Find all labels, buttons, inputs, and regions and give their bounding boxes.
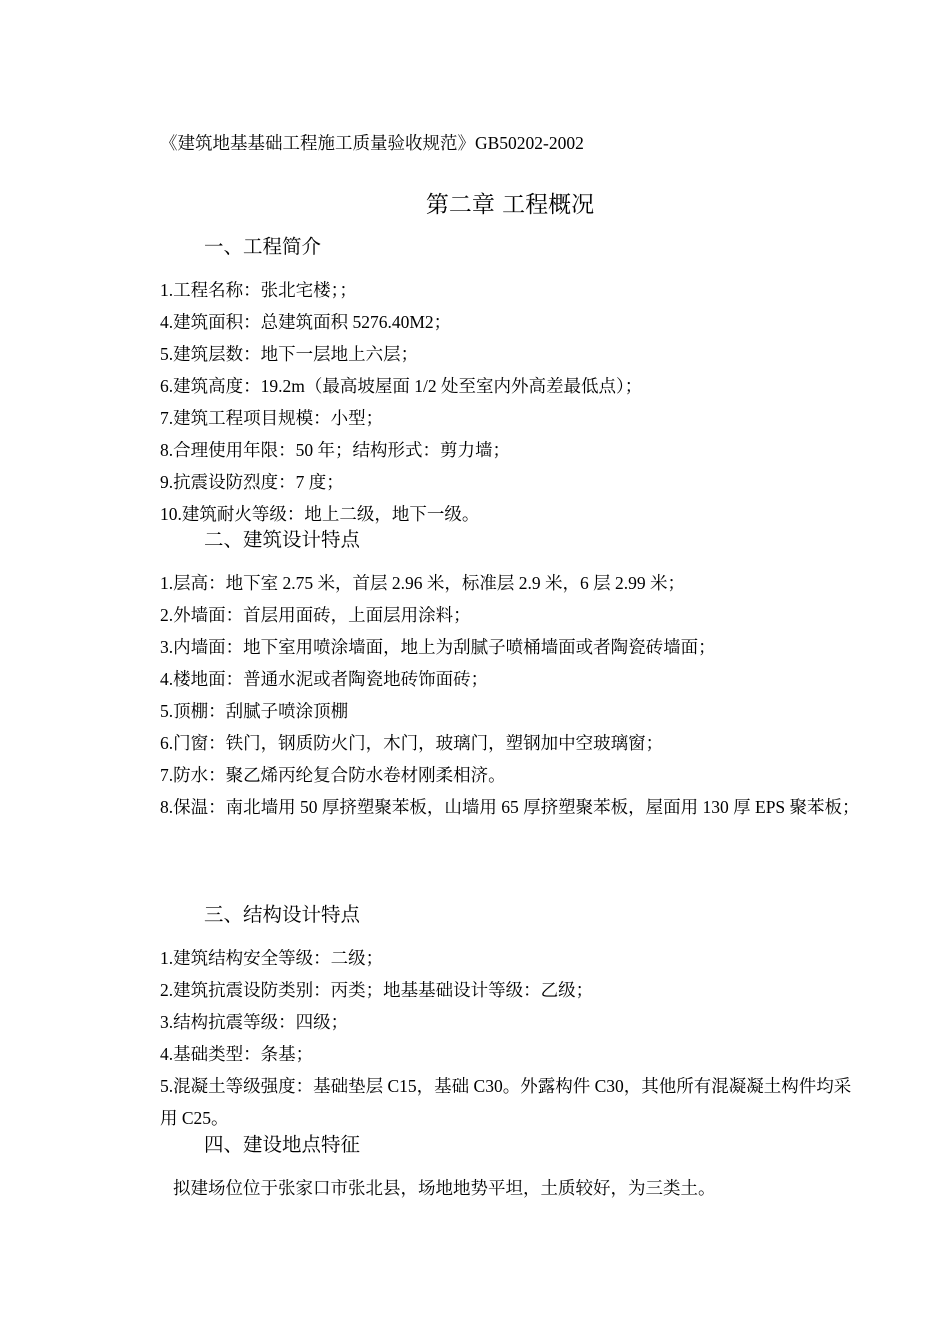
section-heading-site: 四、建设地点特征 bbox=[204, 1133, 361, 1156]
list-item: 6.门窗：铁门，钢质防火门，木门，玻璃门，塑钢加中空玻璃窗； bbox=[160, 733, 664, 753]
section-heading-architecture: 二、建筑设计特点 bbox=[204, 528, 361, 551]
reference-line: 《建筑地基基础工程施工质量验收规范》GB50202-2002 bbox=[160, 133, 584, 153]
list-item: 4.建筑面积：总建筑面积 5276.40M2； bbox=[160, 312, 452, 332]
section-heading-overview: 一、工程简介 bbox=[204, 235, 322, 258]
list-item: 8.保温：南北墙用 50 厚挤塑聚苯板，山墙用 65 厚挤塑聚苯板，屋面用 130 厚 EPS 聚苯板； bbox=[160, 797, 860, 817]
list-item: 7.防水：聚乙烯丙纶复合防水卷材刚柔相济。 bbox=[160, 765, 506, 785]
list-item: 5.混凝土等级强度：基础垫层 C15，基础 C30。外露构件 C30，其他所有混凝凝土构件均采用 C25。 bbox=[160, 1076, 852, 1128]
list-item: 1.建筑结构安全等级：二级； bbox=[160, 948, 384, 968]
list-item: 4.楼地面：普通水泥或者陶瓷地砖饰面砖； bbox=[160, 669, 489, 689]
list-item: 1.工程名称：张北宅楼；； bbox=[160, 280, 357, 300]
list-item: 4.基础类型：条基； bbox=[160, 1044, 314, 1064]
list-item: 3.结构抗震等级：四级； bbox=[160, 1012, 349, 1032]
list-item: 8.合理使用年限：50 年；结构形式：剪力墙； bbox=[160, 440, 510, 460]
list-item: 5.顶棚：刮腻子喷涂顶棚 bbox=[160, 701, 349, 721]
list-item: 2.外墙面：首层用面砖，上面层用涂料； bbox=[160, 605, 471, 625]
list-item: 7.建筑工程项目规模：小型； bbox=[160, 408, 384, 428]
list-item: 2.建筑抗震设防类别：丙类；地基基础设计等级：乙级； bbox=[160, 980, 594, 1000]
list-item: 1.层高：地下室 2.75 米，首层 2.96 米，标准层 2.9 米，6 层 2.99 米； bbox=[160, 573, 685, 593]
site-description: 拟建场位位于张家口市张北县，场地地势平坦，土质较好，为三类土。 bbox=[173, 1178, 716, 1198]
list-item: 3.内墙面：地下室用喷涂墙面，地上为刮腻子喷桶墙面或者陶瓷砖墙面； bbox=[160, 637, 716, 657]
list-item: 6.建筑高度：19.2m（最高坡屋面 1/2 处至室内外高差最低点）； bbox=[160, 376, 643, 396]
chapter-title: 第二章 工程概况 bbox=[425, 192, 595, 218]
list-item: 9.抗震设防烈度：7 度； bbox=[160, 472, 344, 492]
list-item: 10.建筑耐火等级：地上二级，地下一级。 bbox=[160, 504, 480, 524]
list-item: 5.建筑层数：地下一层地上六层； bbox=[160, 344, 419, 364]
section-heading-structure: 三、结构设计特点 bbox=[204, 903, 361, 926]
